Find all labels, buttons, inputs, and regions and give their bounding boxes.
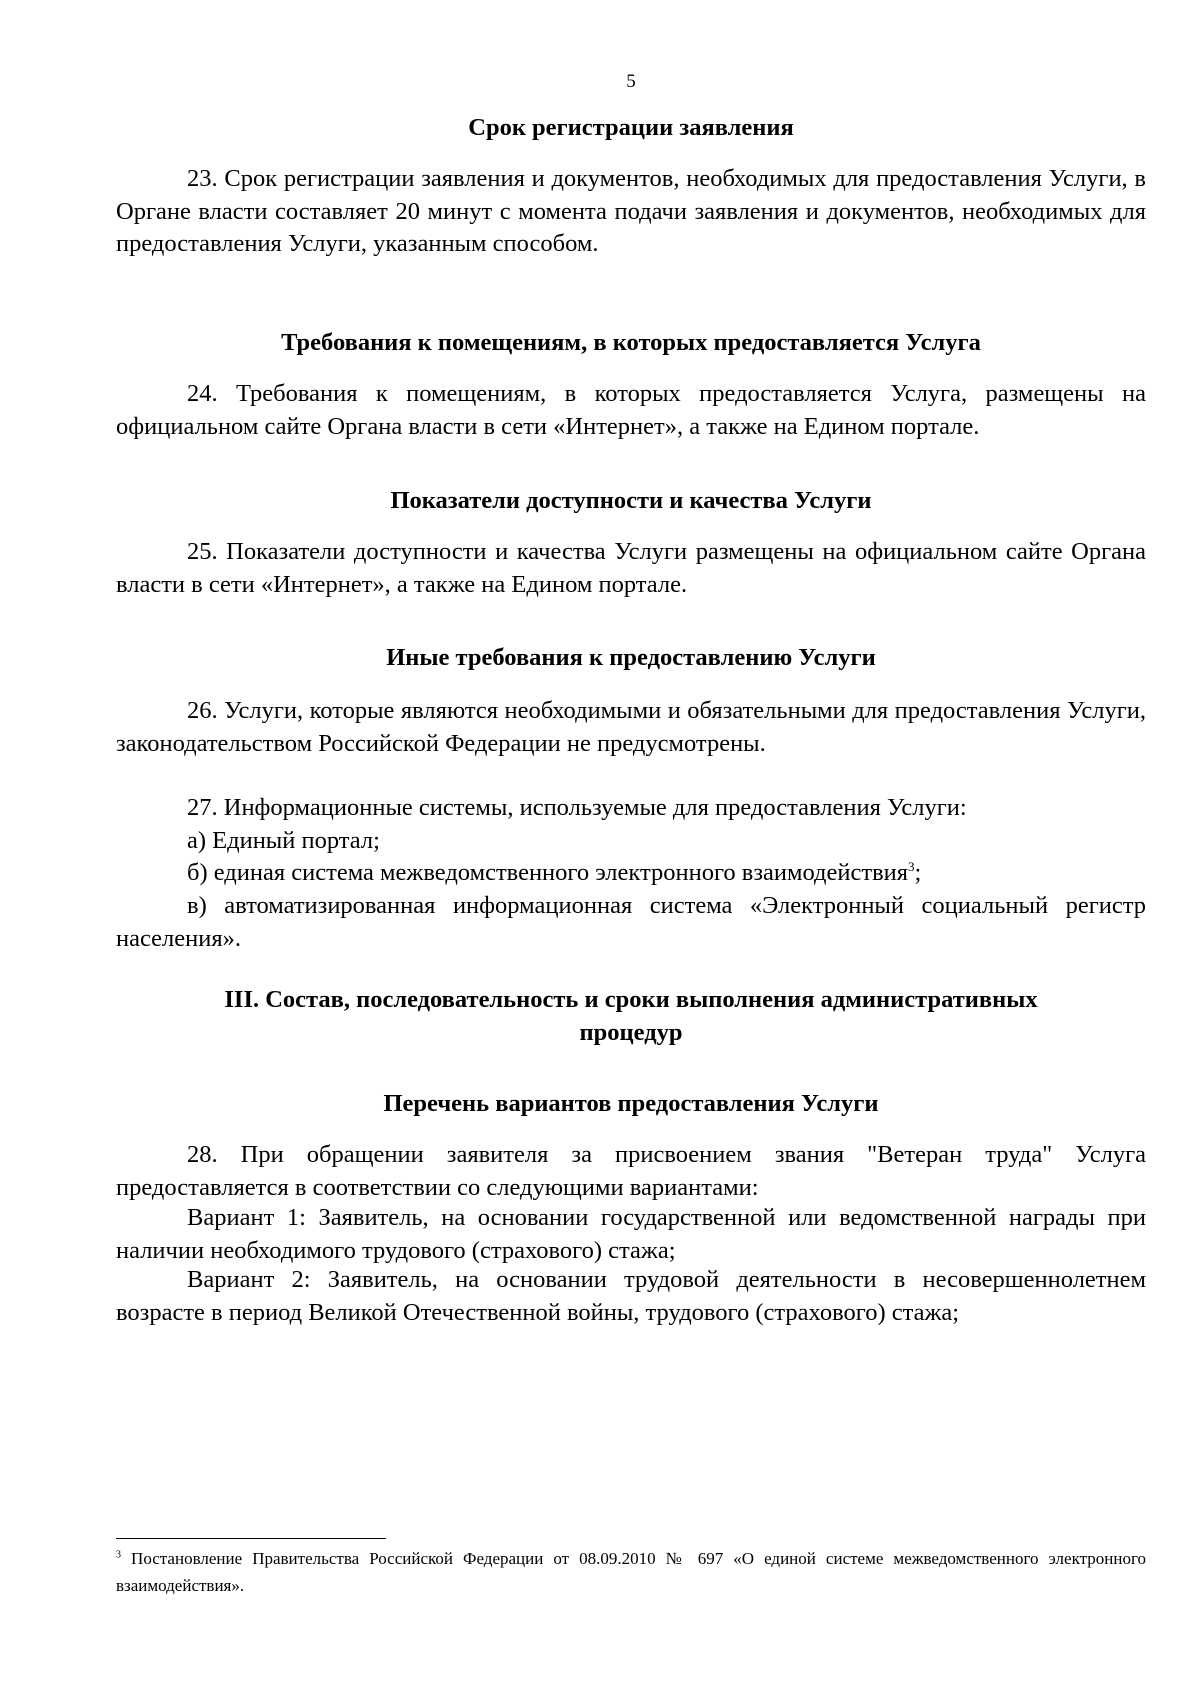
chapter-heading-iii: [116, 983, 1146, 1049]
paragraph-26: 26. Услуги, которые являются необходимыми и обязательными для предоставления Услуги, законодательством Российской Федерации не предусмотрены.: [116, 697, 1146, 757]
section-heading-registration-term: Срок регистрации заявления: [468, 114, 794, 141]
paragraph-24: 24. Требования к помещениям, в которых предоставляется Услуга, размещены на официальном сайте Органа власти в сети «Интернет», а также на Едином портале.: [116, 380, 1146, 440]
section-heading-accessibility-indicators: Показатели доступности и качества Услуги: [390, 487, 872, 514]
paragraph-27-b-text: б) единая система межведомственного электронного взаимодействия: [187, 859, 909, 886]
chapter-heading-iii-line2: процедур: [579, 1019, 683, 1046]
footnote-text: Постановление Правительства Российской Федерации от 08.09.2010 № 697 «О единой системе межведомственного электронного взаимодействия».: [116, 1549, 1146, 1595]
footnote: [116, 1545, 1146, 1599]
paragraph-variant-2: Вариант 2: Заявитель, на основании трудовой деятельности в несовершеннолетнем возрасте в период Великой Отечественной войны, трудового (страхового) стажа;: [116, 1266, 1146, 1326]
paragraph-25: 25. Показатели доступности и качества Услуги размещены на официальном сайте Органа власти в сети «Интернет», а также на Едином портале.: [116, 538, 1146, 598]
paragraph-28: 28. При обращении заявителя за присвоением звания "Ветеран труда" Услуга предоставляется в соответствии со следующими вариантами:: [116, 1141, 1146, 1201]
page-number: 5: [626, 71, 636, 92]
footnote-number: 3: [116, 1549, 121, 1561]
paragraph-27-c: в) автоматизированная информационная система «Электронный социальный регистр населения».: [116, 892, 1146, 952]
footnote-reference: 3: [908, 858, 915, 874]
footnote-separator: [116, 1538, 386, 1539]
document-page: [116, 0, 1146, 1697]
paragraph-27-a: а) Единый портал;: [187, 827, 380, 854]
paragraph-27-b-suffix: ;: [914, 859, 922, 886]
paragraph-23: 23. Срок регистрации заявления и документов, необходимых для предоставления Услуги, в Органе власти составляет 20 минут с момента подачи заявления и документов, необходимых для предоставления Услуги, указанным способом.: [116, 165, 1146, 257]
paragraph-27: 27. Информационные системы, используемые для предоставления Услуги:: [187, 794, 967, 821]
chapter-heading-iii-line1: III. Состав, последовательность и сроки выполнения административных: [224, 986, 1038, 1013]
paragraph-variant-1: Вариант 1: Заявитель, на основании государственной или ведомственной награды при наличии необходимого трудового (страхового) стажа;: [116, 1204, 1146, 1264]
paragraph-27-b: [116, 857, 1146, 890]
section-heading-other-requirements: Иные требования к предоставлению Услуги: [386, 644, 876, 671]
section-heading-premises-requirements: Требования к помещениям, в которых предоставляется Услуга: [281, 329, 981, 356]
section-heading-variants-list: Перечень вариантов предоставления Услуги: [383, 1090, 879, 1117]
